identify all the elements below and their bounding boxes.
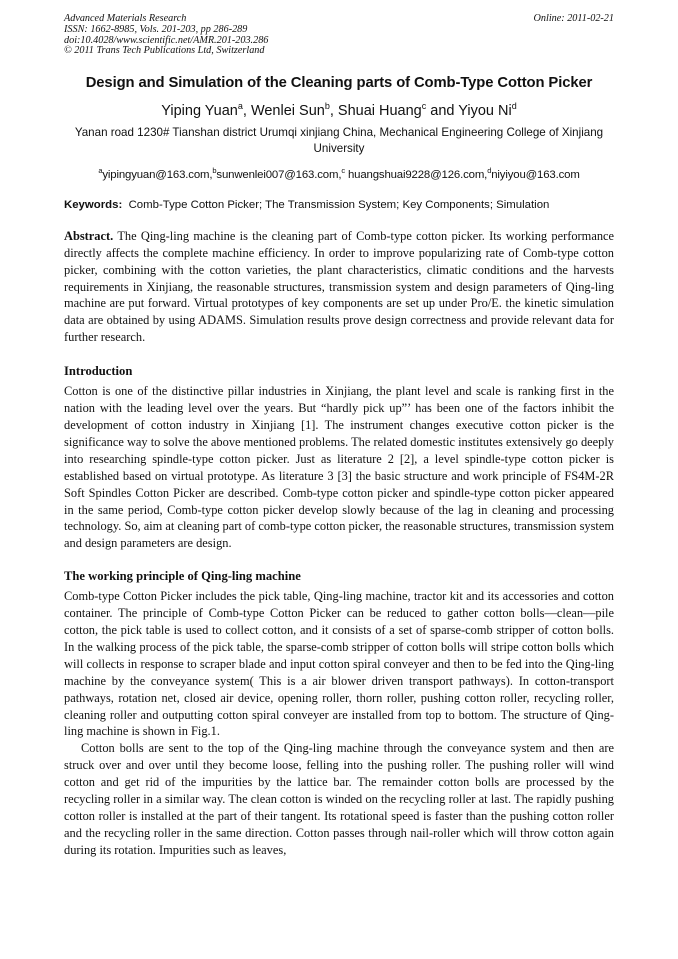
email-address[interactable]: niyiyou@163.com [491, 168, 580, 181]
section-heading-working-principle: The working principle of Qing-ling machine [64, 569, 301, 584]
abstract-text: The Qing-ling machine is the cleaning part of Comb-type cotton picker. Its working performance directly affects the complete machine efficiency. In order to improve popularizing rate of Comb-type cotton picker, combining with the cotton varieties, the plant characteristics, climatic conditions and the harvests requirements in Xinjiang, the reasonable structures, transmission system and design parameters of Qing-ling machine are put forward. Virtual prototypes of key components are set up under Pro/E. the kinetic simulation data are obtained by using ADAMS. Simulation results prove design correctness and provide relevant data for further research. [64, 228, 615, 345]
author-name: Yiping Yuan [161, 103, 238, 120]
abstract-label: Abstract. [64, 228, 114, 243]
copyright-line: © 2011 Trans Tech Publications Ltd, Switzerland [64, 45, 265, 57]
email-address[interactable]: huangshuai9228@126.com, [344, 168, 488, 181]
section-paragraph: Comb-type Cotton Picker includes the pick table, Qing-ling machine, tractor kit and its accessories and cotton container. The principle of Comb-type Cotton Picker can be reduced to gather cotton bolls—clean—pile cotton, the pick table is used to collect cotton, and it consists of a set of sparse-comb stripper of cotton bolls. In the walking process of the pick table, the sparse-comb stripper of cotton bolls will stripe cotton bolls which will collects in response to scraper blade and input cotton spiral conveyer and then to be fed into the Qing-ling machine by the conveyance system( This is a air blower driven transport pathways). In cotton-transport pathways, rotation net, closed air device, opening roller, thorn roller, pushing cotton roller, recycling roller, cleaning roller and outputting cotton spiral conveyer are installed from top to bottom. The structure of Qing-ling machine is shown in Fig.1. [64, 589, 614, 739]
section-paragraph: Cotton bolls are sent to the top of the Qing-ling machine through the conveyance system and then are struck over and over until they become loose, felling into the pushing roller. The pushing roller will wind cotton and get rid of the impurities by the lattice bar. The remainder cotton bolls are processed by the recycling roller in a similar way. The clean cotton is winded on the recycling roller at last. The rapidly pushing cotton roller is installed at the part of their tangent. Its rotational speed is faster than the pushing cotton roller and the recycling roller in the same direction. Cotton passes through nail-roller which will throw cotton again during its rotation. Impurities such as leaves, [64, 741, 614, 857]
email-address[interactable]: yipingyuan@163.com, [102, 168, 213, 181]
email-superscript: d [487, 166, 492, 176]
email-superscript: b [212, 166, 217, 176]
author-name: Shuai Huang [337, 103, 422, 120]
online-date: Online: 2011-02-21 [533, 13, 614, 24]
author-separator: and [426, 103, 459, 120]
keywords-label: Keywords: [64, 198, 123, 211]
paper-page [64, 14, 614, 859]
issn-line: ISSN: 1662-8985, Vols. 201-203, pp 286-289 [64, 23, 248, 35]
email-superscript: a [98, 166, 103, 176]
email-list [64, 166, 614, 181]
doi-line: doi:10.4028/www.scientific.net/AMR.201-203.286 [64, 34, 269, 46]
section-heading-introduction: Introduction [64, 364, 133, 379]
author-superscript: d [511, 101, 517, 112]
paper-title: Design and Simulation of the Cleaning parts of Comb-Type Cotton Picker [85, 75, 593, 92]
author-superscript: b [324, 101, 330, 112]
author-list [64, 101, 614, 119]
email-address[interactable]: sunwenlei007@163.com, [216, 168, 342, 181]
author-separator: , [329, 103, 338, 120]
author-separator: , [242, 103, 251, 120]
abstract [64, 228, 614, 346]
author-superscript: a [237, 101, 243, 112]
author-superscript: c [421, 101, 427, 112]
email-superscript: c [341, 166, 345, 176]
author-name: Yiyou Ni [458, 103, 512, 120]
keywords-text: Comb-Type Cotton Picker; The Transmission System; Key Components; Simulation [128, 198, 550, 211]
author-name: Wenlei Sun [250, 103, 325, 120]
section-paragraph: Cotton is one of the distinctive pillar industries in Xinjiang, the plant level and scale is ranking first in the nation with the leading level over the years. But “hardly pick up”’ has been one of the factors inhibit the development of cotton industry in Xinjiang [1]. The instrument changes executive cotton picker is the significance way to solve the above mentioned problems. The related domestic institutes extensively go deeply into researching spindle-type cotton picker. Just as literature 2 [2], a level spindle-type cotton picker is established based on virtual prototype. As literature 3 [3] the basic structure and work principle of FS4M-2R Soft Spindles Cotton Picker are described. Comb-type cotton picker and spindle-type cotton picker appeared in the same period, Comb-type cotton picker develop slowly because of the lag in cleaning and processing technology. So, aim at cleaning part of comb-type cotton picker, the reasonable structures, transmission system and design parameters are design. [64, 384, 614, 551]
journal-header [64, 14, 614, 57]
keywords [64, 199, 614, 211]
journal-name: Advanced Materials Research [64, 13, 187, 24]
affiliation: Yanan road 1230# Tianshan district Urumqi xinjiang China, Mechanical Engineering College of Xinjiang University [74, 126, 604, 156]
